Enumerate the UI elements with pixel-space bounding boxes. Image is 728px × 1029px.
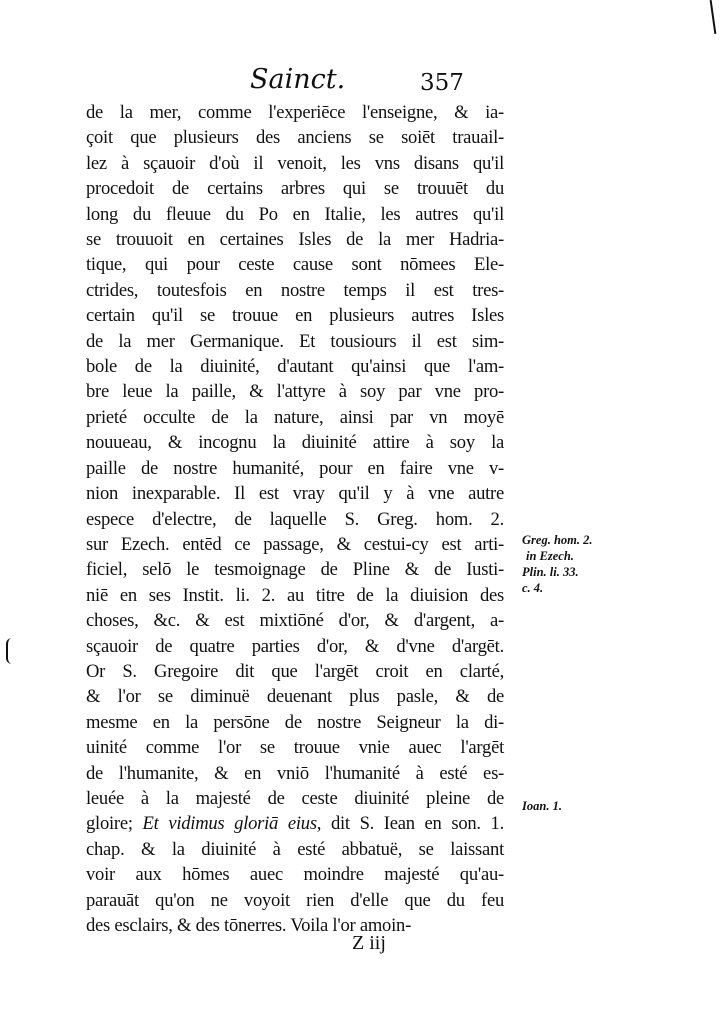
text-line: sur Ezech. entēd ce passage, & cestui-cy est arti- bbox=[86, 533, 504, 555]
text-line: çoit que plusieurs des anciens se soiēt trauail- bbox=[86, 127, 504, 149]
margin-note-line: c. 4. bbox=[522, 581, 544, 595]
page-header bbox=[90, 64, 490, 104]
text-line: leuée à la majesté de ceste diuinité pleine de bbox=[86, 787, 504, 809]
text-line-gloria bbox=[86, 811, 504, 836]
margin-note-line: Ioan. 1. bbox=[522, 799, 562, 813]
margin-note-line: Plin. li. 33. bbox=[522, 565, 579, 579]
text-line: choses, &c. & est mixtiōné d'or, & d'argent, a- bbox=[86, 610, 504, 632]
gloria-post: dit S. Iean en son. 1. bbox=[330, 813, 504, 835]
text-line: mesme en la persōne de nostre Seigneur la di- bbox=[86, 711, 504, 733]
text-line: bre leue la paille, & l'attyre à soy par vne pro- bbox=[86, 381, 504, 403]
corner-ink-mark bbox=[710, 0, 717, 34]
text-line: uinité comme l'or se trouue vnie auec l'argēt bbox=[86, 737, 504, 759]
text-line: procedoit de certains arbres qui se trouuēt du bbox=[86, 178, 504, 200]
page-number: 357 bbox=[420, 70, 464, 96]
text-line: ctrides, toutesfois en nostre temps il est tres- bbox=[86, 279, 504, 301]
text-line: se trouuoit en certaines Isles de la mer Hadria- bbox=[86, 229, 504, 251]
text-line: de la mer, comme l'experiēce l'enseigne, & ia- bbox=[86, 102, 504, 123]
text-line: niē en ses Instit. li. 2. au titre de la diuision des bbox=[86, 584, 504, 606]
edge-ink-mark bbox=[6, 638, 16, 664]
margin-note-line: Greg. hom. 2. bbox=[522, 533, 593, 547]
text-line: tique, qui pour ceste cause sont nōmees Ele- bbox=[86, 254, 504, 276]
text-line: de l'humanite, & en vniō l'humanité à esté es- bbox=[86, 762, 504, 784]
body-text bbox=[86, 100, 504, 938]
catchword-signature: Z iij bbox=[352, 932, 386, 954]
text-line: espece d'electre, de laquelle S. Greg. hom. 2. bbox=[86, 508, 504, 530]
text-line: & l'or se diminuë deuenant plus pasle, & de bbox=[86, 686, 504, 708]
text-line: nouueau, & incognu la diuinité attire à soy la bbox=[86, 432, 504, 454]
text-line: paille de nostre humanité, pour en faire vne v- bbox=[86, 457, 504, 479]
text-line: voir aux hōmes auec moindre majesté qu'au- bbox=[86, 864, 504, 886]
gloria-pre: gloire; bbox=[86, 813, 133, 835]
text-line: ficiel, selō le tesmoignage de Pline & de Iusti- bbox=[86, 559, 504, 581]
margin-note-john bbox=[522, 798, 562, 814]
text-line: lez à sçauoir d'où il venoit, les vns disans qu'il bbox=[86, 152, 504, 174]
text-line: prieté occulte de la nature, ainsi par vn moyē bbox=[86, 406, 504, 428]
text-line: chap. & la diuinité à esté abbatuë, se laissant bbox=[86, 838, 504, 860]
running-title: Sainct. bbox=[250, 64, 346, 95]
text-line: sçauoir de quatre parties d'or, & d'vne d'argēt. bbox=[86, 635, 504, 657]
text-line: nion inexparable. Il est vray qu'il y à vne autre bbox=[86, 483, 504, 505]
text-line: des esclairs, & des tōnerres. Voila l'or amoin- bbox=[86, 915, 412, 936]
text-line: parauāt qu'on ne voyoit rien d'elle que du feu bbox=[86, 889, 504, 911]
text-line: certain qu'il se trouue en plusieurs autres Isles bbox=[86, 305, 504, 327]
text-line: long du fleuue du Po en Italie, les autres qu'il bbox=[86, 203, 504, 225]
latin-quote: Et vidimus gloriā eius, bbox=[142, 813, 322, 835]
margin-note-line: in Ezech. bbox=[526, 549, 574, 563]
text-line: bole de la diuinité, d'autant qu'ainsi que l'am- bbox=[86, 356, 504, 378]
text-line: de la mer Germanique. Et tousiours il est sim- bbox=[86, 330, 504, 352]
margin-note-gregory-pliny bbox=[522, 532, 593, 596]
text-line: Or S. Gregoire dit que l'argēt croit en clarté, bbox=[86, 660, 504, 682]
